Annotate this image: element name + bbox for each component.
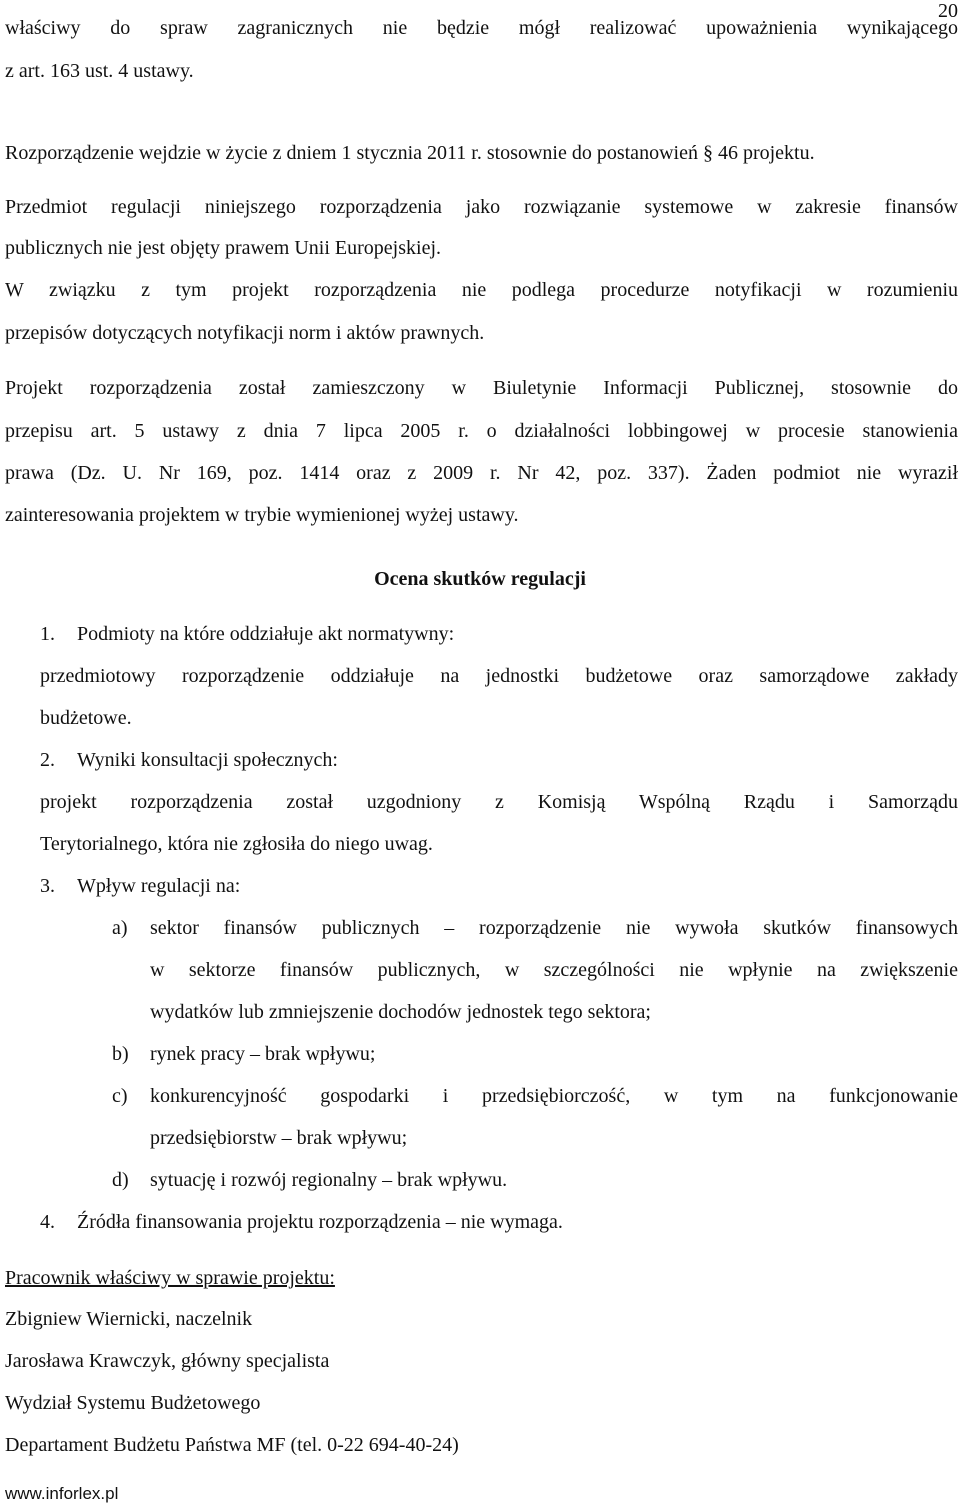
sublist-item: wydatków lub zmniejszenie dochodów jednostek tego sektora; [150, 1001, 651, 1023]
contact-person: Zbigniew Wiernicki, naczelnik [5, 1308, 253, 1330]
page-number: 20 [938, 0, 958, 22]
paragraph-line: W związku z tym projekt rozporządzenia nie podlega procedurze notyfikacji w rozumieniu [5, 279, 958, 301]
list-item-title: Źródła finansowania projektu rozporządzenia – nie wymaga. [77, 1211, 563, 1233]
sublist-label: a) [112, 917, 128, 939]
paragraph-line: Projekt rozporządzenia został zamieszczony w Biuletynie Informacji Publicznej, stosownie do [5, 377, 958, 399]
list-item-title: Wyniki konsultacji społecznych: [77, 749, 338, 771]
list-item-body: przedmiotowy rozporządzenie oddziałuje na jednostki budżetowe oraz samorządowe zakłady [40, 665, 958, 687]
contact-ministry: Departament Budżetu Państwa MF (tel. 0-22 694-40-24) [5, 1434, 459, 1456]
paragraph-line: Przedmiot regulacji niniejszego rozporządzenia jako rozwiązanie systemowe w zakresie finansów [5, 196, 958, 218]
contact-department: Wydział Systemu Budżetowego [5, 1392, 261, 1414]
paragraph-line: przepisów dotyczących notyfikacji norm i aktów prawnych. [5, 322, 485, 344]
paragraph-line: właściwy do spraw zagranicznych nie będzie mógł realizować upoważnienia wynikającego [5, 17, 958, 39]
footer-url[interactable]: www.inforlex.pl [5, 1484, 119, 1503]
list-number: 4. [40, 1211, 55, 1233]
paragraph-line: publicznych nie jest objęty prawem Unii Europejskiej. [5, 237, 441, 259]
paragraph-line: z art. 163 ust. 4 ustawy. [5, 60, 194, 82]
contact-person: Jarosława Krawczyk, główny specjalista [5, 1350, 330, 1372]
sublist-item: sektor finansów publicznych – rozporządzenie nie wywoła skutków finansowych [150, 917, 958, 939]
section-heading: Ocena skutków regulacji [374, 568, 586, 590]
paragraph-line: Rozporządzenie wejdzie w życie z dniem 1 stycznia 2011 r. stosownie do postanowień § 46 projektu. [5, 142, 815, 164]
sublist-item: sytuację i rozwój regionalny – brak wpływu. [150, 1169, 508, 1191]
sublist-item: w sektorze finansów publicznych, w szczególności nie wpłynie na zwiększenie [150, 959, 958, 981]
sublist-label: c) [112, 1085, 128, 1107]
sublist-item: konkurencyjność gospodarki i przedsiębiorczość, w tym na funkcjonowanie [150, 1085, 958, 1107]
list-item-body: Terytorialnego, która nie zgłosiła do niego uwag. [40, 833, 433, 855]
contact-label: Pracownik właściwy w sprawie projektu: [5, 1267, 335, 1289]
paragraph-line: prawa (Dz. U. Nr 169, poz. 1414 oraz z 2009 r. Nr 42, poz. 337). Żaden podmiot nie wyraził [5, 462, 958, 484]
paragraph-line: przepisu art. 5 ustawy z dnia 7 lipca 2005 r. o działalności lobbingowej w procesie stanowienia [5, 420, 958, 442]
list-number: 2. [40, 749, 55, 771]
sublist-label: d) [112, 1169, 129, 1191]
sublist-label: b) [112, 1043, 129, 1065]
list-number: 3. [40, 875, 55, 897]
sublist-item: rynek pracy – brak wpływu; [150, 1043, 376, 1065]
list-item-title: Podmioty na które oddziałuje akt normatywny: [77, 623, 455, 645]
list-item-title: Wpływ regulacji na: [77, 875, 241, 897]
list-item-body: budżetowe. [40, 707, 132, 729]
list-number: 1. [40, 623, 55, 645]
paragraph-line: zainteresowania projektem w trybie wymienionej wyżej ustawy. [5, 504, 519, 526]
list-item-body: projekt rozporządzenia został uzgodniony z Komisją Wspólną Rządu i Samorządu [40, 791, 958, 813]
sublist-item: przedsiębiorstw – brak wpływu; [150, 1127, 408, 1149]
